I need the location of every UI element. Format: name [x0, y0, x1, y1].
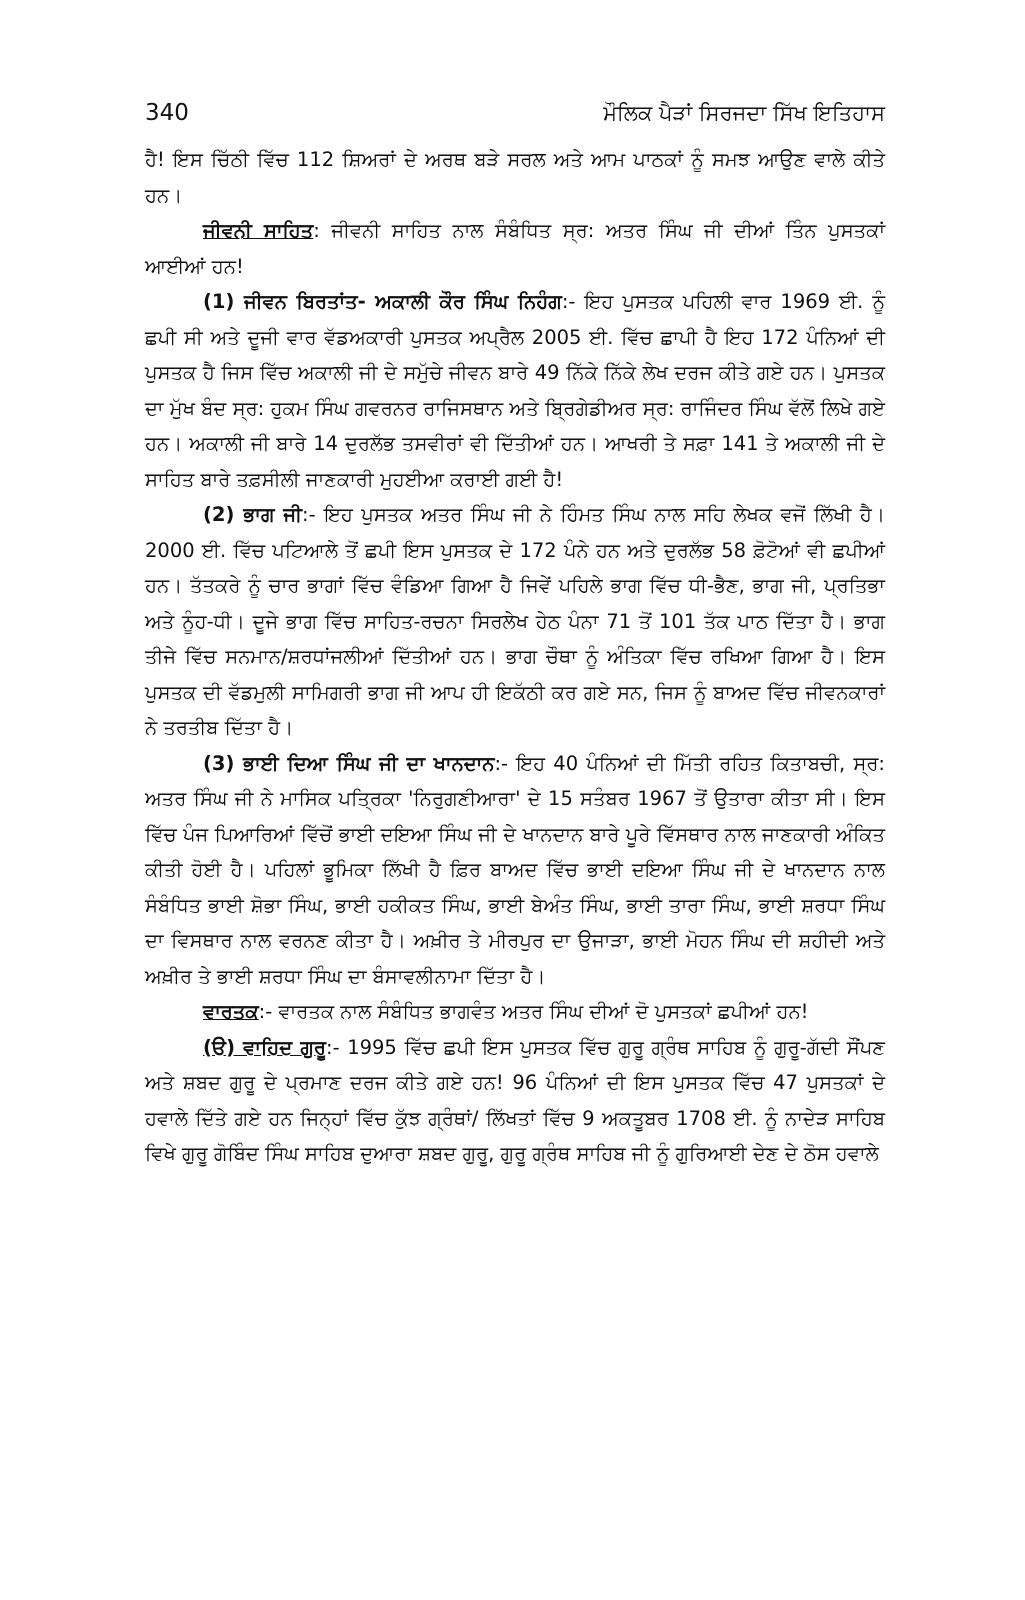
book-heading-1: (1) ਜੀਵਨ ਬਿਰਤਾਂਤ- ਅਕਾਲੀ ਕੌਰ ਸਿੰਘ ਨਿਹੰਗ — [203, 290, 562, 313]
paragraph-book-1 — [145, 284, 885, 497]
book-page — [145, 100, 885, 1172]
paragraph-book-3 — [145, 746, 885, 995]
book-heading-2: (2) ਭਾਗ ਜੀ — [203, 503, 303, 526]
paragraph-text: :- ਇਹ ਪੁਸਤਕ ਅਤਰ ਸਿੰਘ ਜੀ ਨੇ ਹਿੰਮਤ ਸਿੰਘ ਨਾਲ ਸਹਿ ਲੇਖਕ ਵਜੋਂ ਲਿੱਖੀ ਹੈ। 2000 ਈ. ਵਿੱਚ ਪਟਿਆਲੇ ਤੋਂ ਛਪੀ ਇਸ ਪੁਸਤਕ ਦੇ 172 ਪੰਨੇ ਹਨ ਅਤੇ ਦੁਰਲੱਭ 58 ਫ਼ੋਟੋਆਂ ਵੀ ਛਪੀਆਂ ਹਨ। ਤੱਤਕਰੇ ਨੂੰ ਚਾਰ ਭਾਗਾਂ ਵਿੱਚ ਵੰਡਿਆ ਗਿਆ ਹੈ ਜਿਵੇਂ ਪਹਿਲੇ ਭਾਗ ਵਿੱਚ ਧੀ-ਭੈਣ, ਭਾਗ ਜੀ, ਪ੍ਰਤਿਭਾ ਅਤੇ ਨੂੰਹ-ਧੀ। ਦੂਜੇ ਭਾਗ ਵਿੱਚ ਸਾਹਿਤ-ਰਚਨਾ ਸਿਰਲੇਖ ਹੇਠ ਪੰਨਾ 71 ਤੋਂ 101 ਤੱਕ ਪਾਠ ਦਿੱਤਾ ਹੈ। ਭਾਗ ਤੀਜੇ ਵਿੱਚ ਸਨਮਾਨ/ਸ਼ਰਧਾਂਜਲੀਆਂ ਦਿੱਤੀਆਂ ਹਨ। ਭਾਗ ਚੌਥਾ ਨੂੰ ਅੰਤਿਕਾ ਵਿੱਚ ਰਖਿਆ ਗਿਆ ਹੈ। ਇਸ ਪੁਸਤਕ ਦੀ ਵੱਡਮੁਲੀ ਸਾਮਿਗਰੀ ਭਾਗ ਜੀ ਆਪ ਹੀ ਇਕੱਠੀ ਕਰ ਗਏ ਸਨ, ਜਿਸ ਨੂੰ ਬਾਅਦ ਵਿੱਚ ਜੀਵਨਕਾਰਾਂ ਨੇ ਤਰਤੀਬ ਦਿੱਤਾ ਹੈ। — [145, 503, 885, 739]
book-heading-3: (3) ਭਾਈ ਦਿਆ ਸਿੰਘ ਜੀ ਦਾ ਖਾਨਦਾਨ — [203, 751, 495, 775]
paragraph-book-a — [145, 1030, 885, 1172]
paragraph-biography — [145, 213, 885, 284]
page-number: 340 — [145, 100, 189, 126]
paragraph-text: :- ਵਾਰਤਕ ਨਾਲ ਸੰਬੰਧਿਤ ਭਾਗਵੰਤ ਅਤਰ ਸਿੰਘ ਦੀਆਂ ਦੋ ਪੁਸਤਕਾਂ ਛਪੀਆਂ ਹਨ! — [258, 1000, 809, 1023]
paragraph-text: :- 1995 ਵਿੱਚ ਛਪੀ ਇਸ ਪੁਸਤਕ ਵਿੱਚ ਗੁਰੂ ਗ੍ਰੰਥ ਸਾਹਿਬ ਨੂੰ ਗੁਰੂ-ਗੱਦੀ ਸੌਂਪਣ ਅਤੇ ਸ਼ਬਦ ਗੁਰੂ ਦੇ ਪ੍ਰਮਾਣ ਦਰਜ ਕੀਤੇ ਗਏ ਹਨ! 96 ਪੰਨਿਆਂ ਦੀ ਇਸ ਪੁਸਤਕ ਵਿੱਚ 47 ਪੁਸਤਕਾਂ ਦੇ ਹਵਾਲੇ ਦਿੱਤੇ ਗਏ ਹਨ ਜਿਨ੍ਹਾਂ ਵਿੱਚ ਕੁੱਝ ਗ੍ਰੰਥਾਂ/ ਲਿੱਖਤਾਂ ਵਿੱਚ 9 ਅਕਤੂਬਰ 1708 ਈ. ਨੂੰ ਨਾਦੇੜ ਸਾਹਿਬ ਵਿਖੇ ਗੁਰੂ ਗੋਬਿੰਦ ਸਿੰਘ ਸਾਹਿਬ ਦੁਆਰਾ ਸ਼ਬਦ ਗੁਰੂ, ਗੁਰੂ ਗ੍ਰੰਥ ਸਾਹਿਬ ਜੀ ਨੂੰ ਗੁਰਿਆਈ ਦੇਣ ਦੇ ਠੋਸ ਹਵਾਲੇ — [145, 1035, 885, 1165]
running-header — [145, 100, 885, 136]
section-heading-prose: ਵਾਰਤਕ — [203, 1000, 259, 1023]
book-heading-a: (ੳ) ਵਾਹਿਦ ਗੁਰੂ — [203, 1035, 326, 1059]
section-heading-biography: ਜੀਵਨੀ ਸਾਹਿਤ — [203, 219, 314, 242]
paragraph-book-2 — [145, 497, 885, 746]
paragraph-text: : ਜੀਵਨੀ ਸਾਹਿਤ ਨਾਲ ਸੰਬੰਧਿਤ ਸ੍ਰ: ਅਤਰ ਸਿੰਘ ਜੀ ਦੀਆਂ ਤਿੰਨ ਪੁਸਤਕਾਂ ਆਈਆਂ ਹਨ! — [145, 219, 885, 278]
paragraph-intro — [145, 142, 885, 213]
book-title: ਮੌਲਿਕ ਪੈੜਾਂ ਸਿਰਜਦਾ ਸਿੱਖ ਇਤਿਹਾਸ — [603, 101, 885, 125]
paragraph-prose — [145, 994, 885, 1030]
paragraph-text: :- ਇਹ ਪੁਸਤਕ ਪਹਿਲੀ ਵਾਰ 1969 ਈ. ਨੂੰ ਛਪੀ ਸੀ ਅਤੇ ਦੂਜੀ ਵਾਰ ਵੱਡਅਕਾਰੀ ਪੁਸਤਕ ਅਪ੍ਰੈਲ 2005 ਈ. ਵਿੱਚ ਛਾਪੀ ਹੈ ਇਹ 172 ਪੰਨਿਆਂ ਦੀ ਪੁਸਤਕ ਹੈ ਜਿਸ ਵਿੱਚ ਅਕਾਲੀ ਜੀ ਦੇ ਸਮੁੱਚੇ ਜੀਵਨ ਬਾਰੇ 49 ਨਿੱਕੇ ਨਿੱਕੇ ਲੇਖ ਦਰਜ ਕੀਤੇ ਗਏ ਹਨ। ਪੁਸਤਕ ਦਾ ਮੁੱਖ ਬੰਦ ਸ੍ਰ: ਹੁਕਮ ਸਿੰਘ ਗਵਰਨਰ ਰਾਜਿਸਥਾਨ ਅਤੇ ਬ੍ਰਿਗੇਡੀਅਰ ਸ੍ਰ: ਰਾਜਿੰਦਰ ਸਿੰਘ ਵੱਲੋਂ ਲਿਖੇ ਗਏ ਹਨ। ਅਕਾਲੀ ਜੀ ਬਾਰੇ 14 ਦੁਰਲੱਭ ਤਸਵੀਰਾਂ ਵੀ ਦਿੱਤੀਆਂ ਹਨ। ਆਖਰੀ ਤੇ ਸਫ਼ਾ 141 ਤੇ ਅਕਾਲੀ ਜੀ ਦੇ ਸਾਹਿਤ ਬਾਰੇ ਤਫ਼ਸੀਲੀ ਜਾਣਕਾਰੀ ਮੁਹਈਆ ਕਰਾਈ ਗਈ ਹੈ! — [145, 290, 886, 491]
page-body — [145, 142, 885, 1172]
paragraph-text: ਹੈ! ਇਸ ਚਿੱਠੀ ਵਿੱਚ 112 ਸ਼ਿਅਰਾਂ ਦੇ ਅਰਥ ਬੜੇ ਸਰਲ ਅਤੇ ਆਮ ਪਾਠਕਾਂ ਨੂੰ ਸਮਝ ਆਉਣ ਵਾਲੇ ਕੀਤੇ ਹਨ। — [145, 148, 885, 207]
paragraph-text: :- ਇਹ 40 ਪੰਨਿਆਂ ਦੀ ਮਿੱਤੀ ਰਹਿਤ ਕਿਤਾਬਚੀ, ਸ੍ਰ: ਅਤਰ ਸਿੰਘ ਜੀ ਨੇ ਮਾਸਿਕ ਪਤ੍ਰਿਕਾ 'ਨਿਰੁਗਣੀਆਰਾ' ਦੇ 15 ਸਤੰਬਰ 1967 ਤੋਂ ਉਤਾਰਾ ਕੀਤਾ ਸੀ। ਇਸ ਵਿੱਚ ਪੰਜ ਪਿਆਰਿਆਂ ਵਿੱਚੋਂ ਭਾਈ ਦਇਆ ਸਿੰਘ ਜੀ ਦੇ ਖਾਨਦਾਨ ਬਾਰੇ ਪੂਰੇ ਵਿੱਸਥਾਰ ਨਾਲ ਜਾਣਕਾਰੀ ਅੰਕਿਤ ਕੀਤੀ ਹੋਈ ਹੈ। ਪਹਿਲਾਂ ਭੂਮਿਕਾ ਲਿੱਖੀ ਹੈ ਫ਼ਿਰ ਬਾਅਦ ਵਿੱਚ ਭਾਈ ਦਇਆ ਸਿੰਘ ਜੀ ਦੇ ਖਾਨਦਾਨ ਨਾਲ ਸੰਬੰਧਿਤ ਭਾਈ ਸ਼ੋਭਾ ਸਿੰਘ, ਭਾਈ ਹਕੀਕਤ ਸਿੰਘ, ਭਾਈ ਬੇਅੰਤ ਸਿੰਘ, ਭਾਈ ਤਾਰਾ ਸਿੰਘ, ਭਾਈ ਸ਼ਰਧਾ ਸਿੰਘ ਦਾ ਵਿਸਥਾਰ ਨਾਲ ਵਰਨਣ ਕੀਤਾ ਹੈ। ਅਖ਼ੀਰ ਤੇ ਮੀਰਪੁਰ ਦਾ ਉਜਾੜਾ, ਭਾਈ ਮੋਹਨ ਸਿੰਘ ਦੀ ਸ਼ਹੀਦੀ ਅਤੇ ਅਖ਼ੀਰ ਤੇ ਭਾਈ ਸ਼ਰਧਾ ਸਿੰਘ ਦਾ ਬੰਸਾਵਲੀਨਾਮਾ ਦਿੱਤਾ ਹੈ। — [145, 751, 885, 988]
